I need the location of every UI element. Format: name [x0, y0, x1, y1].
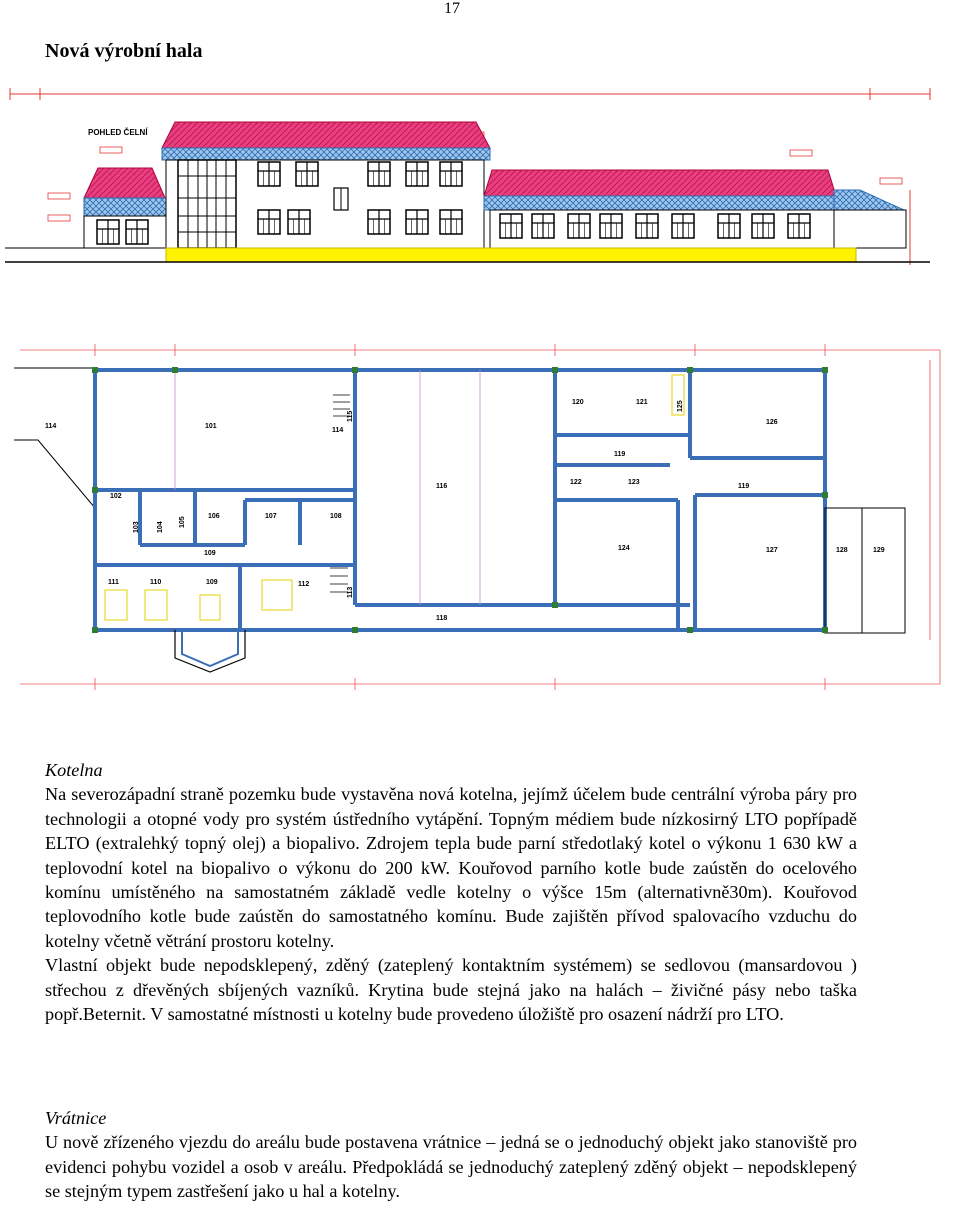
room-label: 102	[110, 493, 122, 500]
room-label: 125	[677, 400, 684, 412]
room-label: 113	[347, 586, 354, 598]
front-elevation-drawing	[0, 80, 960, 270]
room-label: 111	[108, 579, 119, 586]
room-label: 119	[738, 483, 750, 490]
room-label: 126	[766, 419, 778, 426]
elevation-label: POHLED ČELNÍ	[88, 128, 148, 137]
room-label: 104	[157, 521, 164, 533]
room-label: 124	[618, 545, 630, 552]
room-label: 119	[614, 451, 626, 458]
kotelna-paragraph-2: Vlastní objekt bude nepodsklepený, zděný (zateplený kontaktním systémem) se sedlovou (mansardovou ) střechou z dřevěných sbíjených vazníků. Krytina bude stejná jako na halách – živičné pásy nebo taška popř.Beternit. V samostatné místnosti u kotelny bude provedeno úložiště pro osazení nádrží pro LTO.	[45, 955, 857, 1025]
section-vratnice	[45, 1106, 857, 1204]
room-label: 115	[347, 410, 354, 422]
room-label: 118	[436, 615, 448, 622]
room-label: 105	[179, 516, 186, 528]
room-label: 103	[133, 521, 140, 533]
room-label: 114	[45, 423, 57, 430]
room-label: 109	[204, 550, 216, 557]
room-label: 110	[150, 579, 162, 586]
page-title: Nová výrobní hala	[45, 40, 203, 62]
room-label: 107	[265, 513, 277, 520]
room-label: 127	[766, 547, 778, 554]
room-label: 109	[206, 579, 218, 586]
room-label: 114	[332, 427, 344, 434]
room-label: 121	[636, 399, 648, 406]
kotelna-heading: Kotelna	[45, 760, 103, 780]
room-label: 122	[570, 479, 582, 486]
room-label: 101	[205, 423, 217, 430]
page-number: 17	[444, 0, 460, 17]
room-label: 123	[628, 479, 640, 486]
room-label: 108	[330, 513, 342, 520]
room-label: 106	[208, 513, 220, 520]
room-label: 128	[836, 547, 848, 554]
room-label: 129	[873, 547, 885, 554]
room-label: 116	[436, 483, 448, 490]
kotelna-paragraph-1: Na severozápadní straně pozemku bude vystavěna nová kotelna, jejímž účelem bude centrální výroba páry pro technologii a otopné vody pro systém ústředního vytápění. Topným médiem bude nízkosirný LTO popřípadě ELTO (extralehký topný olej) a biopalivo. Zdrojem tepla bude parní středotlaký kotel o výkonu 1 630 kW a teplovodní kotel na biopalivo o výkonu do 200 kW. Kouřovod parního kotle bude zaústěn do ocelového komínu umístěného na samostatném základě vedle kotelny o výšce 15m (alternativně30m). Kouřovod teplovodního kotle bude zaústěn do samostatného komínu. Bude zajištěn přívod spalovacího vzduchu do kotelny včetně větrání prostoru kotelny.	[45, 784, 857, 951]
section-kotelna	[45, 758, 857, 1026]
room-label: 120	[572, 399, 584, 406]
floor-plan-drawing	[0, 340, 960, 700]
vratnice-heading: Vrátnice	[45, 1108, 107, 1128]
vratnice-paragraph-1: U nově zřízeného vjezdu do areálu bude postavena vrátnice – jedná se o jednoduchý objekt jako stanoviště pro evidenci pohybu vozidel a osob v areálu. Předpokládá se jednoduchý zateplený zděný objekt – nepodsklepený se stejným typem zastřešení jako u hal a kotelny.	[45, 1132, 857, 1202]
room-label: 112	[298, 581, 310, 588]
